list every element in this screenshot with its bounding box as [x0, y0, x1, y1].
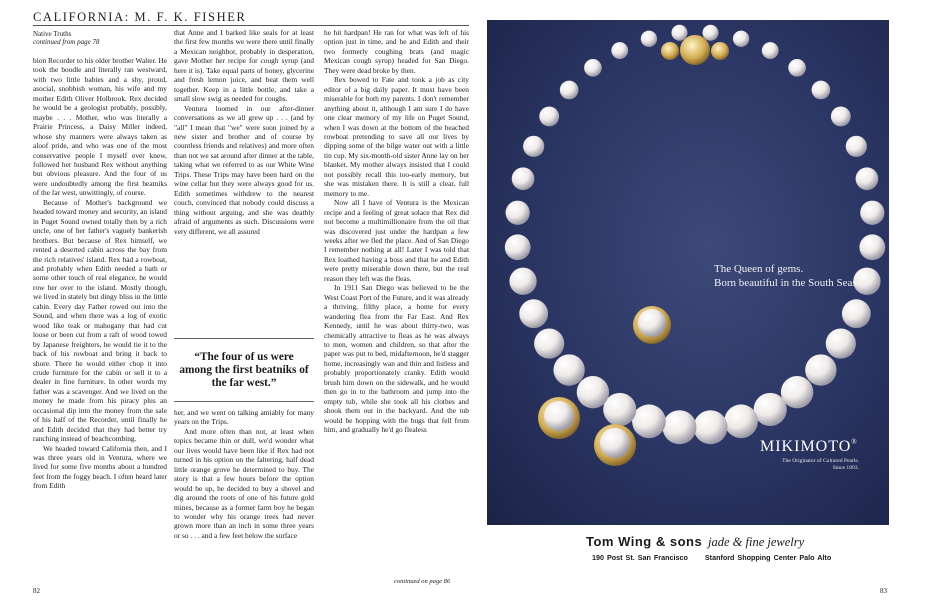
pearl	[505, 234, 531, 260]
store-address-palo-alto: Stanford Shopping Center Palo Alto	[704, 553, 832, 562]
pearl	[842, 299, 871, 328]
earring-pearl	[600, 428, 630, 458]
pearl	[632, 404, 666, 438]
continued-on: continued on page 86	[394, 578, 451, 585]
pull-quote: “The four of us were among the first beatniks of the far west.”	[174, 338, 314, 402]
article-column-2-lower	[174, 408, 314, 540]
pearl	[733, 31, 749, 47]
store-address-sf: 190 Post St. San Francisco	[592, 553, 688, 562]
paragraph: Ventura loomed in our after-dinner conversations as we all grew up . . . (and by "all" I mean that "we" were soon joined by a new sister and brother and of course by countless friends and relatives) and more often than not we sat around after dinner at the table, taking what we referred to as our White Wine Trips. These Trips may have been hard on the wine cellar but they were always good for us. Edith sometimes withdrew to the nearest couch, convinced that nobody could discuss a thing without arguing, and she was deathly afraid of arguments as such. Discussions were very different, we all assured	[174, 103, 314, 236]
paragraph: We headed toward California then, and I was three years old in Ventura, where we lived for some five months about a hundred feet from the foggy beach. I often heard later from Edith	[33, 443, 167, 491]
paragraph: he hit hardpan! He ran for what was left of his option just in time, and he and Edith and their two formerly coughing brats (and magic Mexican cough syrup) headed for San Diego. They were dead broke by then.	[324, 28, 469, 75]
pearl	[860, 201, 884, 225]
pearl	[577, 376, 609, 408]
ad-brand-subline	[763, 458, 859, 472]
pearl	[539, 107, 559, 127]
pearl	[812, 81, 831, 100]
paragraph: bion Recorder to his older brother Walter. He took the boodle and literally ran westward, with two little babies and a shy, proud, asocial, snobbish woman, his wife and my mother Edith Oliver Holbrook. Rex decided he would be a geologist probably, possibly, maybe . . . Mother, who was literally a Prairie Princess, a Daisy Miller indeed, whose shy manners were always taken as aloof pride, and who was one of the most conservative people I myself ever knew, followed her husband Rex without anything but obvious pleasure. And the four of us were undoubtedly among the first beatniks of the far west, unwittingly, of course.	[33, 56, 167, 198]
pearl	[762, 42, 779, 59]
registered-icon: ®	[851, 438, 858, 446]
paragraph: Rex bowed to Fate and took a job as city editor of a big daily paper. It must have been miserable for both my parents. I don't remember anything about it, although I am sure I do have one clear memory of my life on Puget Sound, when I was down at the bottom of the beached rowboat pretending to save all our lives by dipping some of the bilge water out with a little tin cup. My six-month-old sister Anne lay on her blanket. My mother always insisted that I could not possibly recall this too-early memory, but she was mistaken there. It is still a clear, full memory to me.	[324, 75, 469, 198]
section-title: Native Truths	[33, 30, 72, 38]
paragraph: that Anne and I barked like seals for at least the first few months we were there until finally a Mexican neighbor, probably in desperation, gave Mother her recipe for cough syrup (and here it is). Take equal parts of honey, glycerine and fresh lemon juice, and beat them well together. Keep in a little bottle, and take a small slow swig as needed for coughs.	[174, 28, 314, 104]
paragraph: And more often than not, at least when topics became thin or dull, we'd wonder what our lives would have been like if Rex had not turned in his option on the faltering, half dead little orange grove he determined to buy. The story is that a few hours before the option would be up, he decided to buy a shovel and dig around the roots of one of his future gold mines, because as a former farm boy he began to wonder why his orange trees had never grown more than an inch in some three years or so . . . and a few feet below the surface	[174, 426, 314, 540]
article-column-3	[324, 28, 469, 434]
paragraph: her, and we went on talking amiably for many years on the Trips.	[174, 408, 314, 427]
store-addresses	[592, 553, 831, 562]
ad-brand-line1: The Originator of Cultured Pearls.	[782, 458, 859, 464]
store-tagline: jade & fine jewelry	[708, 535, 805, 549]
pearl	[846, 136, 867, 157]
earring-pearl	[544, 401, 574, 431]
ad-tagline	[714, 262, 859, 290]
ad-brand-name: MIKIMOTO	[760, 438, 852, 455]
running-head: CALIFORNIA: M. F. K. FISHER	[33, 10, 247, 24]
article-column-1	[33, 56, 167, 491]
pearl	[859, 234, 885, 260]
pearl	[509, 268, 536, 295]
continued-from: continued from page 78	[33, 38, 100, 46]
section-label	[33, 30, 99, 46]
pearl	[724, 404, 758, 438]
pearl	[560, 81, 579, 100]
store-name: Tom Wing & sons	[586, 534, 703, 549]
pearl	[584, 59, 602, 77]
pearl	[831, 107, 851, 127]
pearl	[663, 410, 697, 444]
pearl	[694, 410, 728, 444]
pearl	[553, 354, 584, 385]
pearl	[805, 354, 836, 385]
pearl	[611, 42, 628, 59]
pearl	[702, 25, 718, 41]
pearl	[523, 136, 544, 157]
pearl	[788, 59, 806, 77]
header-rule	[33, 25, 469, 26]
pearl	[754, 393, 787, 426]
clasp-gold-bead	[661, 42, 679, 60]
paragraph: Because of Mother's background we headed toward money and security, an island in Puget Sound owned totally then by a rich uncle, one of her father's vaguely bankerish brothers. But because of Rex himself, we rented a deserted cabin across the bay from the rich relatives' island. Rex had a rowboat, and probably when Edith needed a bath or some other touch of real elegance, he would row her over to the island. Mostly though, we lived in stately but dingy bliss in the little cabin. Every day Father rowed out into the Sound, and when there was a log of exotic wood like teak or mahogany that had cut loose or been cut from a raft of wood towed by Japanese freighters, he would tie it to the back of his rowboat and bring it back to shore. There he would either chop it into crude furniture for the cabin or sell it to a dealer in fine furniture. In other words my father was a scavenger. And we lived on the money he made from his piracy plus an occasional dip into the money from the sale of his half of the Recorder, until finally he and Edith decided that they had better try ranching instead of beachcombing.	[33, 197, 167, 444]
pearl	[603, 393, 636, 426]
pearl	[856, 167, 879, 190]
ring-pearl	[638, 309, 666, 337]
pearl	[641, 31, 657, 47]
ad-brand-logo	[760, 438, 858, 456]
ad-tagline-line2: Born beautiful in the South Seas.	[714, 277, 860, 289]
clasp-gold-bead	[680, 35, 710, 65]
pearl	[534, 328, 564, 358]
page-number-right: 83	[880, 587, 887, 595]
paragraph: Now all I have of Ventura is the Mexican recipe and a feeling of great solace that Rex did not become a multimillionaire from the oil that was discovered just under the hardpan a few weeks after we fled the place. And of San Diego I remember nothing at all! Later I was told that Rex loathed having a boss and that he and Edith were pretty miserable down there, but the real reason they left was the fleas.	[324, 198, 469, 283]
paragraph: In 1911 San Diego was believed to be the West Coast Port of the Future, and it was already a thriving, filthy place, a home for every wandering flea from the Far East. And Rex Kennedy, until he was about thirty-two, was chemically attractive to fleas as he was always to men, women and children, so that after the paper was put to bed, midafternoon, he'd stagger home, increasingly wan and thin and listless and probably proportionately cranky. Edith would brush him down on the sidewalk, and he would then go in to the bathroom and jump into the empty tub, while she took all his clothes and shook them out in the backyard. And the tub would be hopping with the bugs that fell from him, and gradually he'd go flealess	[324, 283, 469, 435]
pearl	[781, 376, 813, 408]
clasp-gold-bead	[711, 42, 729, 60]
article-column-2	[174, 28, 314, 236]
ad-brand-line2: Since 1893.	[832, 465, 859, 471]
pearl	[826, 328, 856, 358]
page-number-left: 82	[33, 587, 40, 595]
pearl	[671, 25, 687, 41]
pearl	[519, 299, 548, 328]
pearl	[506, 201, 530, 225]
pearl	[512, 167, 535, 190]
ad-tagline-line1: The Queen of gems.	[714, 263, 804, 275]
